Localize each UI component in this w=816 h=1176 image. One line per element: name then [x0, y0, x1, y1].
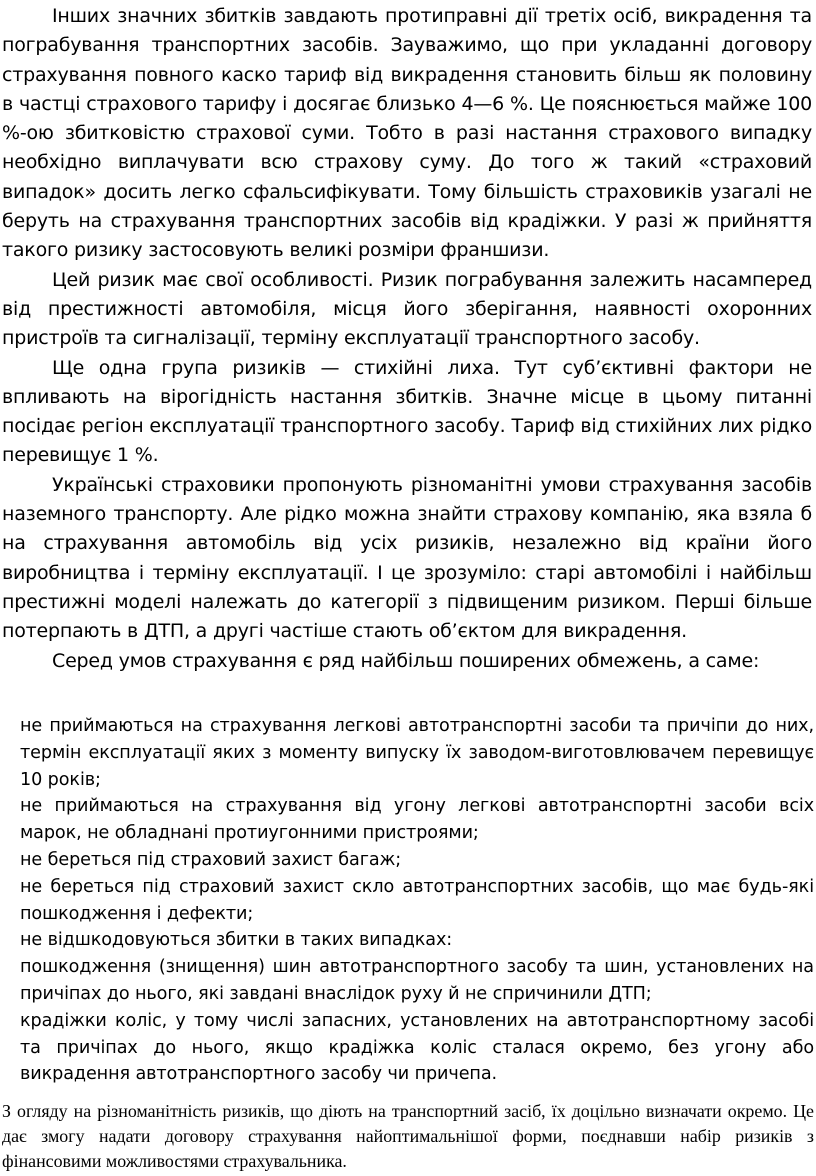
list-item: не береться під страховий захист скло автотранспортних засобів, що має будь-які пошкодження і дефекти; — [20, 876, 814, 924]
paragraph-restrictions-intro: Серед умов страхування є ряд найбільш поширених обмежень, а саме: — [52, 649, 760, 672]
main-text-block — [2, 2, 812, 676]
paragraph-robbery-risk: Цей ризик має свої особливості. Ризик пограбування залежить насамперед від престижності автомобіля, місця його зберігання, наявності охоронних пристроїв та сигналізації, терміну експлуатації транспортного засобу. — [2, 268, 812, 350]
list-item: крадіжки коліс, у тому числі запасних, установлених на автотранспортному засобі та причіпах до нього, якщо крадіжка коліс сталася окремо, без угону або викрадення автотранспортного засобу чи причепа. — [20, 1010, 814, 1085]
conclusion-paragraph: З огляду на різноманітність ризиків, що діють на транспортний засіб, їх доцільно визначати окремо. Це дає змогу надати договору страхування найоптимальнішої форми, поєднавши набір ризиків з фінансовими можливостями страхувальника. — [2, 1101, 814, 1171]
restrictions-list — [20, 713, 814, 1088]
list-item: не приймаються на страхування від угону легкові автотранспортні засоби всіх марок, не обладнані протиугонними пристроями; — [20, 796, 814, 844]
paragraph-theft-risks: Інших значних збитків завдають протиправні дії третіх осіб, викрадення та пограбування транспортних засобів. Зауважимо, що при укладанні договору страхування повного каско тариф від викрадення становить більш як половину в частці страхового тарифу і досягає близько 4—6 %. Це пояснюється майже 100 %-ою збитковістю страхової суми. Тобто в разі настання страхового випадку необхідно виплачувати всю страхову суму. До того ж такий «страховий випадок» досить легко сфальсифікувати. Тому більшість страховиків узагалі не беруть на страхування транспортних засобів від крадіжки. У разі ж прийняття такого ризику застосовують великі розміри франшизи. — [2, 5, 812, 262]
paragraph-natural-disasters: Ще одна група ризиків — стихійні лиха. Тут суб’єктивні фактори не впливають на вірогідність настання збитків. Значне місце в цьому питанні посідає регіон експлуатації транспортного засобу. Тариф від стихійних лих рідко перевищує 1 %. — [2, 356, 812, 467]
list-item: не береться під страховий захист багаж; — [20, 849, 402, 870]
list-item: пошкодження (знищення) шин автотранспортного засобу та шин, установлених на причіпах до нього, які завдані внаслідок руху й не спричинили ДТП; — [20, 957, 814, 1004]
list-item: не приймаються на страхування легкові автотранспортні засоби та причіпи до них, термін експлуатації яких з моменту випуску їх заводом-виготовлювачем перевищує 10 років; — [20, 716, 814, 790]
paragraph-ukrainian-insurers: Українські страховики пропонують різноманітні умови страхування засобів наземного транспорту. Але рідко можна знайти страхову компанію, яка взяла б на страхування автомобіль від усіх ризиків, незалежно від країни його виробництва і терміну експлуатації. І це зрозуміло: старі автомобілі і найбільш престижні моделі належать до категорії з підвищеним ризиком. Перші більше потерпають в ДТП, а другі частіше стають об’єктом для викрадення. — [2, 473, 812, 643]
list-item: не відшкодовуються збитки в таких випадках: — [20, 930, 453, 951]
